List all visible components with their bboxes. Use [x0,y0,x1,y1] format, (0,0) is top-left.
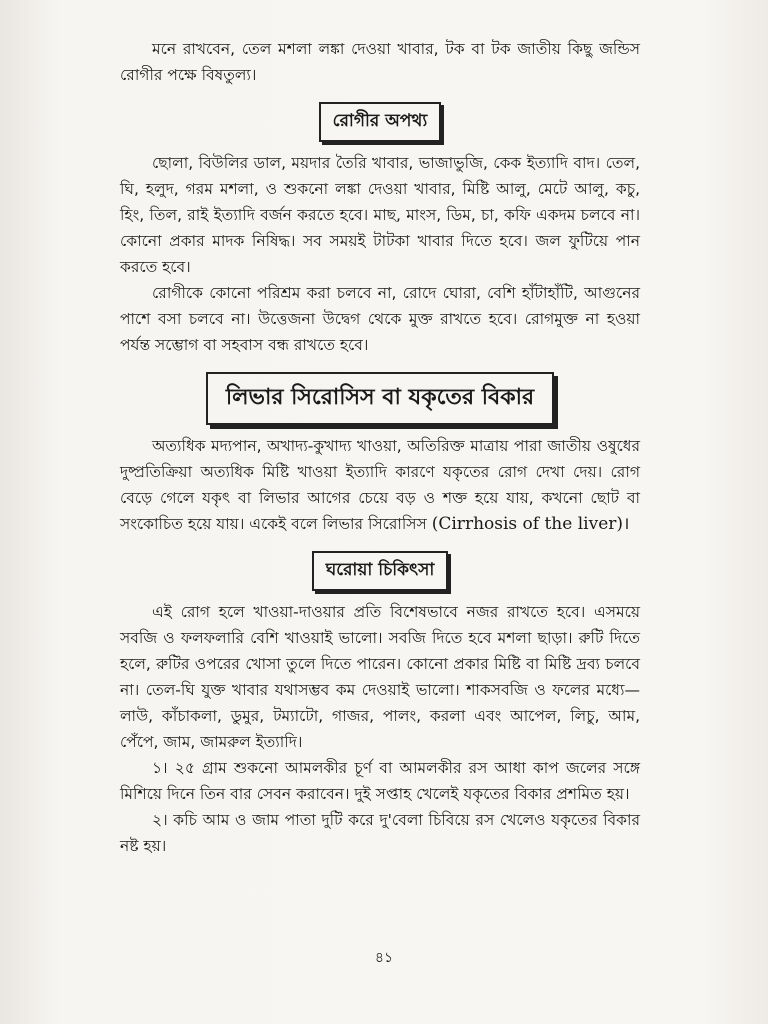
restrictions-paragraph-1: ছোলা, বিউলির ডাল, ময়দার তৈরি খাবার, ভাজাভুজি, কেক ইত্যাদি বাদ। তেল, ঘি, হলুদ, গরম মশলা, ও শুকনো লঙ্কা দেওয়া খাবার, মিষ্টি আলু, মেটে আলু, কচু, হিং, তিল, রাই ইত্যাদি বর্জন করতে হবে। মাছ, মাংস, ডিম, চা, কফি একদম চলবে না। কোনো প্রকার মাদক নিষিদ্ধ। সব সময়ই টাটকা খাবার দিতে হবে। জল ফুটিয়ে পান করতে হবে। [120,154,640,276]
cirrhosis-english-term: (Cirrhosis of the liver)। [431,514,630,534]
home-remedy-paragraph: এই রোগ হলে খাওয়া-দাওয়ার প্রতি বিশেষভাবে নজর রাখতে হবে। এসময়ে সবজি ও ফলফলারি বেশি খাওয়াই ভালো। সবজি দিতে হবে মশলা ছাড়া। রুটি দিতে হলে, রুটির ওপরের খোসা তুলে দিতে পারেন। কোনো প্রকার মিষ্টি বা মিষ্টি দ্রব্য চলবে না। তেল-ঘি যুক্ত খাবার যথাসম্ভব কম দেওয়াই ভালো। শাকসবজি ও ফলের মধ্যে—লাউ, কাঁচাকলা, ডুমুর, টম্যাটো, গাজর, পালং, করলা এবং আপেল, লিচু, আম, পেঁপে, জাম, জামরুল ইত্যাদি। [120,603,640,751]
page-number: ৪১ [374,950,394,966]
section-heading-liver-cirrhosis: লিভার সিরোসিস বা যকৃতের বিকার [206,372,554,425]
cirrhosis-text: অত্যধিক মদ্যপান, অখাদ্য-কুখাদ্য খাওয়া, অতিরিক্ত মাত্রায় পারা জাতীয় ওষুধের দুষ্প্রতিক্রিয়া অত্যধিক মিষ্টি খাওয়া ইত্যাদি কারণে যকৃতের রোগ দেখা দেয়। রোগ বেড়ে গেলে যকৃৎ বা লিভার আগের চেয়ে বড় ও শক্ত হয়ে যায়, কখনো ছোট বা সংকোচিত হয়ে যায়। একেই বলে লিভার সিরোসিস [120,437,640,533]
section-heading-patient-restrictions: রোগীর অপথ্য [319,102,442,142]
section-heading-wrap [120,372,640,425]
intro-paragraph: মনে রাখবেন, তেল মশলা লঙ্কা দেওয়া খাবার, টক বা টক জাতীয় কিছু জন্ডিস রোগীর পক্ষে বিষতুল্য। [120,40,640,84]
section-heading-wrap [120,102,640,142]
page-content [120,36,640,859]
restrictions-paragraph-2: রোগীকে কোনো পরিশ্রম করা চলবে না, রোদে ঘোরা, বেশি হাঁটাহাঁটি, আগুনের পাশে বসা চলবে না। উত্তেজনা উদ্বেগ থেকে মুক্ত রাখতে হবে। রোগমুক্ত না হওয়া পর্যন্ত সম্ভোগ বা সহবাস বন্ধ রাখতে হবে। [120,284,640,354]
section-heading-wrap [120,551,640,591]
remedy-item-1: ১। ২৫ গ্রাম শুকনো আমলকীর চূর্ণ বা আমলকীর রস আধা কাপ জলের সঙ্গে মিশিয়ে দিনে তিন বার সেবন করাবেন। দুই সপ্তাহ খেলেই যকৃতের বিকার প্রশমিত হয়। [120,759,640,803]
remedy-item-2: ২। কচি আম ও জাম পাতা দুটি করে দু'বেলা চিবিয়ে রস খেলেও যকৃতের বিকার নষ্ট হয়। [120,811,640,855]
section-heading-home-remedy: ঘরোয়া চিকিৎসা [312,551,449,591]
cirrhosis-paragraph [120,433,640,537]
